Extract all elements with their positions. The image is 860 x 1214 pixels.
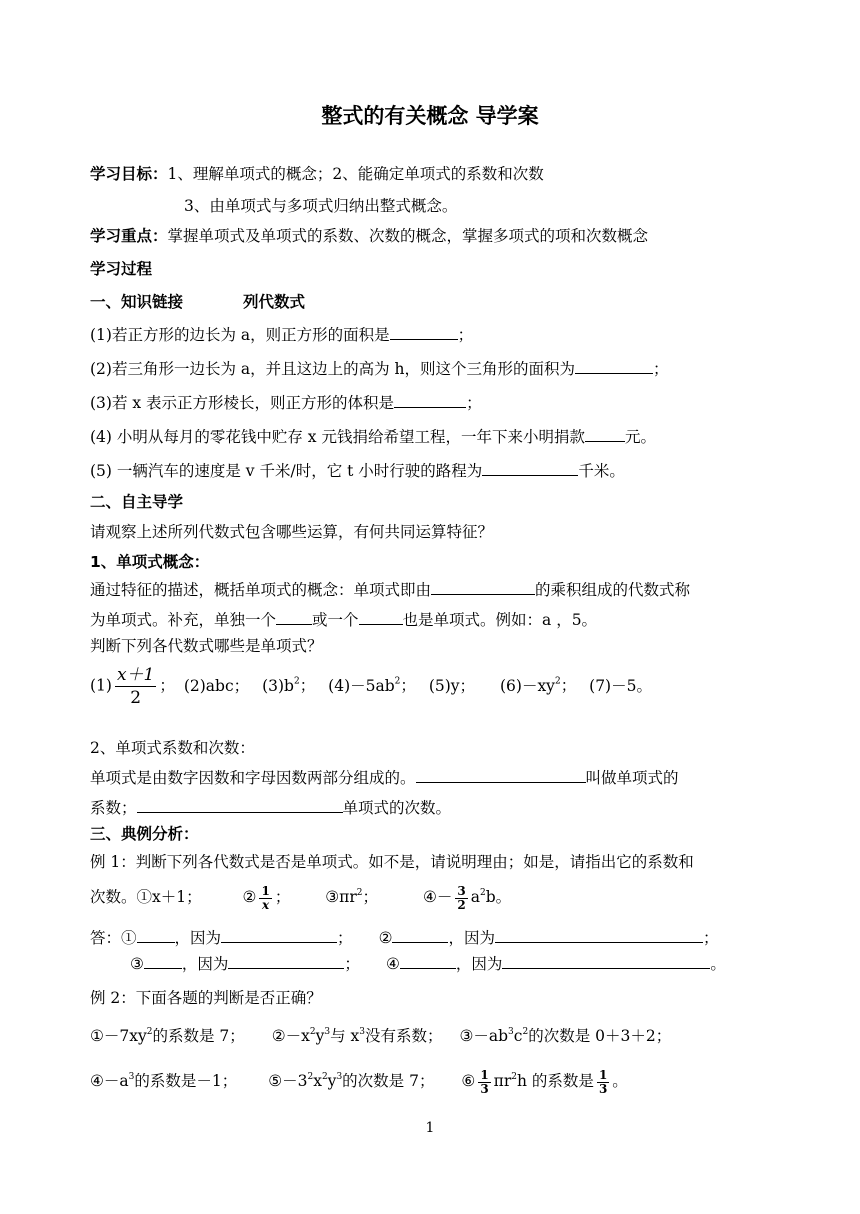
question-3: (3)若 x 表示正方形棱长，则正方形的体积是 ； [90, 394, 482, 412]
page-number: 1 [425, 1120, 435, 1136]
question-4: (4) 小明从每月的零花钱中贮存 x 元钱捐给希望工程，一年下来小明捐款 元。 [90, 428, 656, 446]
answer-line-2: ③ ，因为 ； ④ ，因为 。 [130, 955, 726, 973]
answer-blank[interactable] [394, 393, 466, 408]
fraction: $\frac{1}{3}$ [480, 1067, 489, 1096]
section-1-title: 一、知识链接 [90, 293, 184, 311]
answer-blank[interactable] [392, 928, 448, 943]
page-title: 整式的有关概念 导学案 [321, 104, 539, 128]
question-1: (1)若正方形的边长为 a，则正方形的面积是 ； [90, 326, 474, 344]
coefficient-line-1: 单项式是由数字因数和字母因数两部分组成的。 叫做单项式的 [90, 769, 679, 787]
answer-blank[interactable] [575, 359, 653, 374]
answer-blank[interactable] [359, 610, 403, 625]
section-2-heading: 二、自主导学 [90, 493, 184, 511]
focus-text: 掌握单项式及单项式的系数、次数的概念，掌握多项式的项和次数概念 [167, 227, 649, 245]
question-5: (5) 一辆汽车的速度是 v 千米/时，它 t 小时行驶的路程为 千米。 [90, 462, 625, 480]
example-1-line-1: 例 1：判断下列各代数式是否是单项式。如不是，请说明理由；如是，请指出它的系数和 [90, 853, 694, 871]
coefficient-line-2: 系数； 单项式的次数。 [90, 799, 452, 817]
fraction: $\frac{3}{2}$ [457, 883, 466, 912]
answer-blank[interactable] [495, 928, 703, 943]
learning-focus-line [90, 226, 648, 246]
example-2-prompt: 例 2：下面各题的判断是否正确？ [90, 989, 322, 1007]
answer-blank[interactable] [400, 954, 456, 969]
definition-line-2: 为单项式。补充，单独一个 或一个 也是单项式。例如：a ，5。 [90, 611, 598, 629]
focus-label: 学习重点： [90, 227, 168, 245]
example-2-line-1: $①-7xy^2$的系数是 7； $②-x^2y^3$与 $x^3$没有系数； $③-ab^3c^2$的次数是 0＋3＋2； [90, 1027, 672, 1045]
goals-text-1: 1、理解单项式的概念；2、能确定单项式的系数和次数 [167, 165, 544, 183]
subsection-2-heading: 2、单项式系数和次数： [90, 739, 255, 757]
answer-blank[interactable] [228, 954, 344, 969]
section-3-heading: 三、典例分析： [90, 825, 199, 843]
example-1-line-2: 次数。①x＋1； ② $\frac{1}{x}$ ； $③\pi r^2$； ④－ $\frac{3}{2}$ $a^2b$。 [90, 883, 512, 912]
section-2-prompt: 请观察上述所列代数式包含哪些运算，有何共同运算特征？ [90, 523, 494, 541]
judge-prompt: 判断下列各代数式哪些是单项式？ [90, 637, 323, 655]
answer-blank[interactable] [585, 427, 625, 442]
definition-line-1: 通过特征的描述，概括单项式的概念：单项式即由 的乘积组成的代数式称 [90, 581, 691, 599]
answer-blank[interactable] [276, 610, 312, 625]
answer-blank[interactable] [137, 928, 175, 943]
section-1-subtitle: 列代数式 [243, 293, 306, 311]
goals-text-2: 3、由单项式与多项式归纳出整式概念。 [184, 197, 458, 215]
answer-blank[interactable] [390, 325, 458, 340]
answer-blank[interactable] [416, 768, 586, 783]
learning-goals-line-1 [90, 164, 544, 184]
goals-label: 学习目标： [90, 165, 168, 183]
subsection-1-heading: 1、单项式概念： [90, 553, 210, 571]
question-2: (2)若三角形一边长为 a，并且这边上的高为 h，则这个三角形的面积为 ； [90, 360, 669, 378]
answer-blank[interactable] [431, 580, 535, 595]
answer-line-1: 答：① ，因为 ； ② ，因为 ； [90, 929, 719, 947]
answer-blank[interactable] [144, 954, 182, 969]
section-1-heading [90, 292, 305, 312]
fraction: $\frac{1}{x}$ [261, 883, 270, 912]
answer-blank[interactable] [137, 798, 343, 813]
answer-blank[interactable] [502, 954, 710, 969]
process-heading: 学习过程 [90, 260, 153, 278]
example-2-line-2: $④-a^3$的系数是－1； $⑤-3^2x^2y^3$的次数是 7； ⑥ $\frac{1}{3}$ $\pi r^2h$ 的系数是 $\frac{1}{3}$ 。 [90, 1067, 628, 1096]
judge-items: (1) $\frac{x+1}{2}$ ； (2)abc； $(3)b^2$； $(4)-5ab^2$； (5)y； $(6)-xy^2$； (7)－5。 [90, 665, 652, 708]
fraction: $\frac{1}{3}$ [598, 1067, 608, 1096]
fraction: $\frac{x+1}{2}$ [116, 665, 155, 708]
answer-blank[interactable] [482, 461, 578, 476]
answer-blank[interactable] [221, 928, 337, 943]
